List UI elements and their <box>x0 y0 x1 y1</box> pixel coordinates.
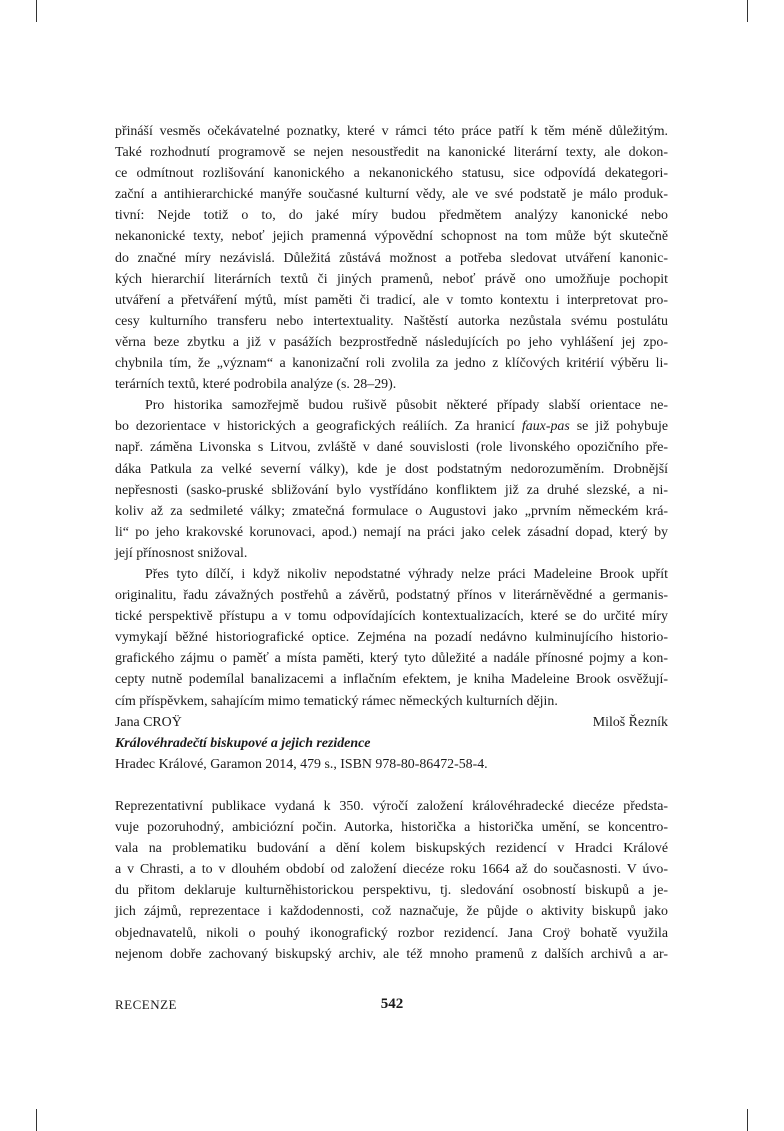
text-line: a v Chrasti, a to v dlouhém období od založení diecéze roku 1664 až do současnosti. V úvo- <box>115 862 668 878</box>
text-line: Reprezentativní publikace vydaná k 350. výročí založení královéhradecké diecéze předsta- <box>115 799 668 814</box>
publication-info: Hradec Králové, Garamon 2014, 479 s., ISBN 978-80-86472-58-4. <box>115 757 488 773</box>
text-line: utváření a přetváření mýtů, míst paměti či tradicí, ale v tomto kontextu i interpretovat pro- <box>115 292 668 308</box>
text-line: cesy kulturního transferu nebo intertextuality. Naštěstí autorka nezůstala svému postulátu <box>115 313 668 329</box>
text-line: tivní: Nejde totiž o to, do jaké míry budou předmětem analýzy kanonické nebo <box>115 208 668 224</box>
text-line: vuje pozoruhodný, ambiciózní počin. Autorka, historička a historička umění, se koncentro- <box>115 820 668 836</box>
text-line: vymykají běžné historiografické optice. Zejména na pozadí nedávno kulminujícího historio- <box>115 630 668 646</box>
crop-mark <box>747 1109 748 1131</box>
section-label: RECENZE <box>115 997 177 1012</box>
text-line: objednavatelů, nikoli o pouhý ikonografický rozbor rezidencí. Jana Croÿ bohatě využila <box>115 925 668 941</box>
text-line: bo dezorientace v historických a geografických reáliích. Za hranicí faux-pas se již pohybuje <box>115 419 668 435</box>
text-line: ce odmítnout rozlišování kanonického a nekanonického statusu, sice odpovídá dekategori- <box>115 166 668 182</box>
text-line: terárních textů, které podrobila analýze (s. 28–29). <box>115 377 397 393</box>
text-line: cepty nutně podemílal banalizacemi a inflačním efektem, je kniha Madeleine Brook osvěžují- <box>115 672 668 688</box>
paragraph-1 <box>115 121 668 395</box>
text-line: zační a antihierarchické manýře současné kulturní vědy, ale ve své podstatě je málo produk- <box>115 187 668 203</box>
text-line: cím příspěvkem, sahajícím mimo tematický rámec německých kulturních dějin. <box>115 693 558 709</box>
text-line: Pro historika samozřejmě budou rušivě působit některé případy slabší orientace ne- <box>145 398 668 414</box>
italic-term: faux-pas <box>521 419 570 435</box>
text-line: nekanonické texty, neboť jejich pramenná výpovědní schopnost na tom může být skutečně <box>115 229 668 245</box>
paragraph-3 <box>115 564 668 712</box>
book-author: Jana CROŸ <box>115 715 182 730</box>
text-line: do značné míry nezávislá. Důležitá zůstává možnost a potřeba sledovat utváření kanonic- <box>115 250 668 266</box>
text-line: Také rozhodnutí programově se nejen nesoustředit na kanonické literární texty, ale dokon- <box>115 145 668 161</box>
text-line: např. záměna Livonska s Litvou, zvláště v dané souvislosti (role livonského opozičního pře- <box>115 440 668 456</box>
text-line: nejenom dobře zachovaný biskupský archiv, ale též mnoho pramenů z dalších archivů a ar- <box>115 946 668 962</box>
text-line: chybnila tím, že „význam“ a kanonizační roli zvolila za jedno z klíčových kritérií výběru li- <box>115 356 668 372</box>
text-line: kých hierarchií literárních textů či jiných pramenů, neboť právě ono umožňuje pochopit <box>115 271 668 287</box>
text-line: du přitom deklaruje kulturněhistorickou perspektivu, tj. sledování osobností biskupů a je- <box>115 883 668 899</box>
text-line: její přínosnost snižoval. <box>115 545 248 561</box>
text-line: nepřesnosti (sasko-pruské sbližování bylo vystřídáno konfliktem již za druhé slezské, a ni- <box>115 482 668 498</box>
review-body <box>115 796 668 965</box>
text-line: originalitu, řadu závažných postřehů a závěrů, podstatný přínos v literárněvědné a germanis- <box>115 588 668 604</box>
page-number: 542 <box>380 996 404 1012</box>
text-line: Přes tyto dílčí, i když nikoliv nepodstatné výhrady nelze práci Madeleine Brook upřít <box>145 566 668 582</box>
book-title: Královéhradečtí biskupové a jejich rezidence <box>115 736 371 752</box>
text-line: vala na problematiku budování a dění kolem biskupských rezidencí v Hradci Králové <box>115 841 668 857</box>
text-line: tické perspektivě přístupu a v tomu odpovídajících kontextualizacích, které se do určité míry <box>115 609 668 625</box>
text-line: grafického zájmu o paměť a místa paměti, který tyto důležité a nadále přínosné pojmy a kon- <box>115 651 668 667</box>
review-continuation <box>115 121 668 733</box>
text-line: přináší vesměs očekávatelné poznatky, které v rámci této práce patří k těm méně důležitým. <box>115 124 668 139</box>
crop-mark <box>36 1109 37 1131</box>
review-header <box>115 712 668 775</box>
text-line: dáka Patkula za velké severní války), kde je dost podstatným nedorozuměním. Drobnější <box>115 461 668 477</box>
text-line: koliv až za sedmileté války; zmatečná formulace o Augustovi jako „prvním německém krá- <box>115 503 668 519</box>
text-line: věrna beze zbytku a již v pasážích bezprostředně následujících po jeho vyhlášení jej zpo- <box>115 334 668 350</box>
reviewer-signature: Miloš Řezník <box>592 714 668 730</box>
crop-mark <box>36 0 37 22</box>
text-line: li“ po jeho krakovské korunovaci, apod.) nemají na práci jako celek zásadní dopad, který by <box>115 524 668 540</box>
crop-mark <box>747 0 748 22</box>
paragraph-2 <box>115 395 668 564</box>
text-line: jich zájmů, reprezentace i každodennosti, což naznačuje, že půjde o aktivity biskupů jako <box>115 904 668 920</box>
